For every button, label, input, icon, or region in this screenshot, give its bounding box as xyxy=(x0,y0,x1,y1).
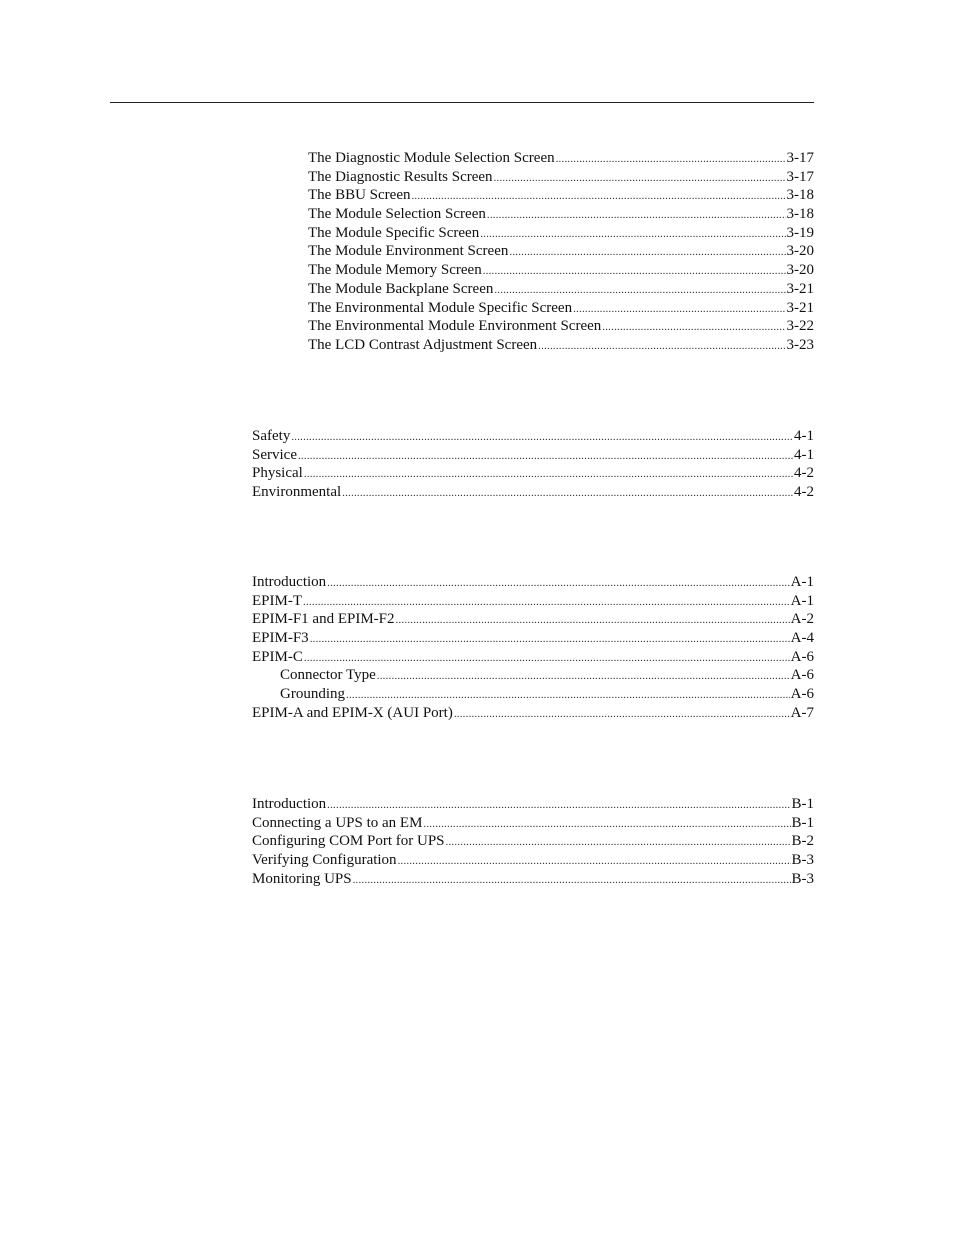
toc-entry[interactable] xyxy=(252,592,814,611)
toc-entry[interactable] xyxy=(252,610,814,629)
dot-leader xyxy=(487,206,786,225)
dot-leader xyxy=(346,686,790,705)
toc-entry[interactable] xyxy=(252,814,814,833)
toc-entry-page: B-1 xyxy=(791,814,814,831)
toc-subentry[interactable] xyxy=(252,666,814,685)
toc-entry-page: 3-23 xyxy=(786,336,814,353)
toc-entry[interactable] xyxy=(308,261,814,280)
toc-entry[interactable] xyxy=(308,186,814,205)
toc-entry-title: The Environmental Module Specific Screen xyxy=(308,299,573,316)
toc-entry-page: 3-17 xyxy=(786,168,814,185)
toc-entry-title: EPIM-F3 xyxy=(252,630,309,647)
dot-leader xyxy=(327,574,790,593)
toc-entry-page: A-4 xyxy=(790,630,814,647)
toc-entry[interactable] xyxy=(252,446,814,465)
toc-entry-title: The BBU Screen xyxy=(308,187,411,204)
dot-leader xyxy=(342,484,793,503)
dot-leader xyxy=(480,225,785,244)
dot-leader xyxy=(291,428,793,447)
toc-entry-title: The Diagnostic Module Selection Screen xyxy=(308,150,555,166)
dot-leader xyxy=(398,852,791,871)
toc-entry[interactable] xyxy=(252,870,814,889)
toc-entry-title: Introduction xyxy=(252,574,327,590)
toc-entry-page: A-1 xyxy=(790,574,814,590)
toc-entry-title: The Diagnostic Results Screen xyxy=(308,168,493,185)
toc-entry-page: 3-18 xyxy=(786,187,814,204)
toc-section-appendix-b xyxy=(252,795,814,888)
header-rule xyxy=(110,102,814,103)
toc-section-chapter-3 xyxy=(308,149,814,355)
toc-entry[interactable] xyxy=(308,242,814,261)
toc-entry-title: Safety xyxy=(252,428,291,444)
toc-entry-page: 3-20 xyxy=(786,262,814,279)
dot-leader xyxy=(304,465,793,484)
toc-entry-title: Connector Type xyxy=(280,667,376,684)
toc-entry-title: EPIM-F1 and EPIM-F2 xyxy=(252,611,395,628)
toc-subentry[interactable] xyxy=(252,685,814,704)
toc-entry-title: Monitoring UPS xyxy=(252,870,352,887)
toc-entry[interactable] xyxy=(252,648,814,667)
dot-leader xyxy=(573,300,785,319)
toc-entry[interactable] xyxy=(308,149,814,168)
dot-leader xyxy=(556,150,786,169)
toc-entry-title: The Module Selection Screen xyxy=(308,206,486,223)
toc-entry-page: 3-17 xyxy=(786,150,814,166)
toc-entry-title: The Environmental Module Environment Screen xyxy=(308,318,602,335)
dot-leader xyxy=(602,318,785,337)
toc-entry[interactable] xyxy=(308,336,814,355)
toc-entry-page: B-2 xyxy=(791,833,814,850)
toc-entry[interactable] xyxy=(308,205,814,224)
toc-entry[interactable] xyxy=(252,427,814,446)
toc-section-appendix-a xyxy=(252,573,814,723)
toc-entry-title: Configuring COM Port for UPS xyxy=(252,833,445,850)
toc-entry-title: The LCD Contrast Adjustment Screen xyxy=(308,336,538,353)
toc-entry-title: Introduction xyxy=(252,796,327,812)
toc-entry[interactable] xyxy=(308,299,814,318)
toc-entry-title: Connecting a UPS to an EM xyxy=(252,814,423,831)
toc-entry-page: 3-21 xyxy=(786,299,814,316)
toc-entry-title: Verifying Configuration xyxy=(252,852,397,869)
toc-entry[interactable] xyxy=(252,483,814,502)
toc-entry[interactable] xyxy=(308,168,814,187)
toc-entry-page: A-7 xyxy=(790,704,814,721)
toc-entry-title: Service xyxy=(252,446,297,463)
toc-entry-title: Physical xyxy=(252,465,303,482)
toc-entry-page: A-6 xyxy=(790,667,814,684)
toc-entry-page: A-2 xyxy=(790,611,814,628)
toc-entry-page: 3-19 xyxy=(786,224,814,241)
dot-leader xyxy=(494,281,785,300)
dot-leader xyxy=(310,630,790,649)
toc-section-chapter-4 xyxy=(252,427,814,502)
toc-entry-title: Environmental xyxy=(252,484,342,501)
dot-leader xyxy=(446,833,791,852)
dot-leader xyxy=(423,815,790,834)
toc-entry[interactable] xyxy=(308,224,814,243)
dot-leader xyxy=(304,649,790,668)
toc-entry-page: B-1 xyxy=(791,796,814,812)
toc-entry-title: The Module Environment Screen xyxy=(308,243,509,260)
toc-entry-title: Grounding xyxy=(280,686,345,703)
toc-entry-page: 3-18 xyxy=(786,206,814,223)
toc-entry-title: EPIM-C xyxy=(252,648,303,665)
dot-leader xyxy=(353,871,791,890)
toc-entry-page: 4-1 xyxy=(794,428,814,444)
dot-leader xyxy=(298,447,793,466)
toc-entry-page: B-3 xyxy=(791,870,814,887)
dot-leader xyxy=(483,262,786,281)
toc-entry[interactable] xyxy=(308,317,814,336)
dot-leader xyxy=(396,611,790,630)
dot-leader xyxy=(411,187,785,206)
toc-entry-title: The Module Memory Screen xyxy=(308,262,482,279)
toc-entry-title: The Module Backplane Screen xyxy=(308,280,494,297)
toc-entry[interactable] xyxy=(252,704,814,723)
toc-entry-page: 4-2 xyxy=(794,484,814,501)
toc-entry-page: A-1 xyxy=(790,592,814,609)
dot-leader xyxy=(454,705,790,724)
dot-leader xyxy=(377,667,790,686)
toc-entry[interactable] xyxy=(252,464,814,483)
toc-entry-title: EPIM-A and EPIM-X (AUI Port) xyxy=(252,704,453,721)
dot-leader xyxy=(303,593,790,612)
toc-entry-title: EPIM-T xyxy=(252,592,302,609)
toc-entry[interactable] xyxy=(252,795,814,814)
toc-entry-page: 3-22 xyxy=(786,318,814,335)
dot-leader xyxy=(509,243,785,262)
toc-entry-page: 3-20 xyxy=(786,243,814,260)
toc-entry[interactable] xyxy=(252,629,814,648)
toc-entry-page: 4-2 xyxy=(794,465,814,482)
toc-entry-page: B-3 xyxy=(791,852,814,869)
toc-entry[interactable] xyxy=(308,280,814,299)
toc-entry-title: The Module Specific Screen xyxy=(308,224,480,241)
dot-leader xyxy=(538,337,785,356)
toc-entry-page: A-6 xyxy=(790,686,814,703)
dot-leader xyxy=(494,169,786,188)
dot-leader xyxy=(327,796,790,815)
toc-entry[interactable] xyxy=(252,573,814,592)
toc-entry-page: A-6 xyxy=(790,648,814,665)
toc-entry-page: 4-1 xyxy=(794,446,814,463)
toc-entry[interactable] xyxy=(252,832,814,851)
toc-entry[interactable] xyxy=(252,851,814,870)
toc-entry-page: 3-21 xyxy=(786,280,814,297)
